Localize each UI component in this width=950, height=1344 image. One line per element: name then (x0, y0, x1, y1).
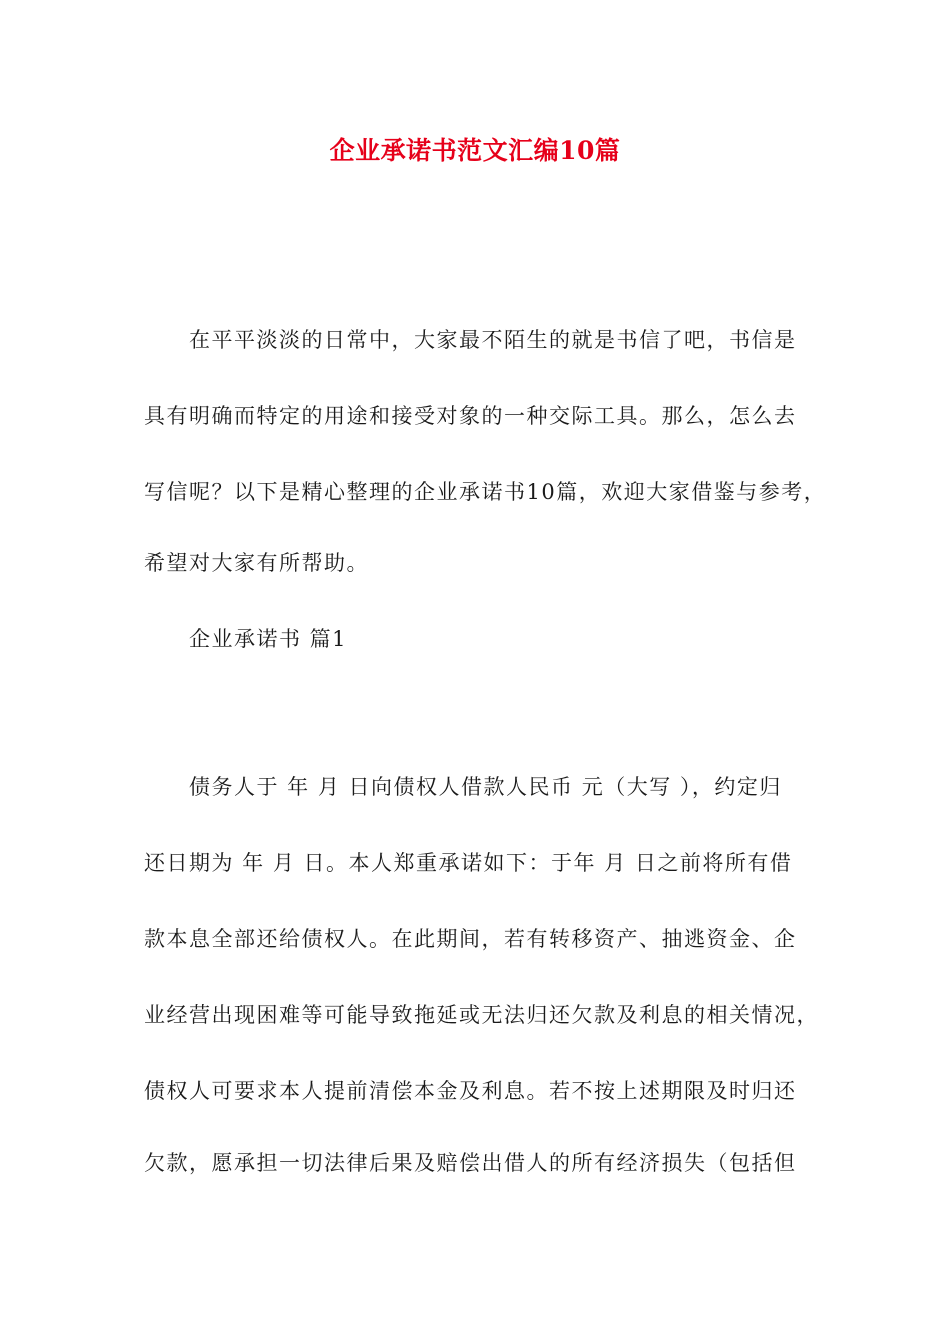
intro-line: 在平平淡淡的日常中，大家最不陌生的就是书信了吧，书信是 (189, 328, 797, 352)
body-line: 款本息全部还给债权人。在此期间，若有转移资产、抽逃资金、企 (144, 927, 797, 951)
intro-line: 希望对大家有所帮助。 (144, 551, 369, 575)
section-heading: 企业承诺书 篇1 (189, 627, 348, 651)
document-title: 企业承诺书范文汇编10篇 (329, 136, 621, 165)
body-line: 还日期为 年 月 日。本人郑重承诺如下：于年 月 日之前将所有借 (144, 851, 793, 875)
body-line: 债权人可要求本人提前清偿本金及利息。若不按上述期限及时归还 (144, 1079, 797, 1103)
body-line: 业经营出现困难等可能导致拖延或无法归还欠款及利息的相关情况， (144, 1003, 819, 1027)
intro-line: 写信呢？以下是精心整理的企业承诺书10篇，欢迎大家借鉴与参考， (144, 480, 827, 504)
body-line: 债务人于 年 月 日向债权人借款人民币 元（大写 ），约定归 (189, 775, 782, 799)
body-line: 欠款，愿承担一切法律后果及赔偿出借人的所有经济损失（包括但 (144, 1151, 797, 1175)
intro-line: 具有明确而特定的用途和接受对象的一种交际工具。那么，怎么去 (144, 404, 797, 428)
